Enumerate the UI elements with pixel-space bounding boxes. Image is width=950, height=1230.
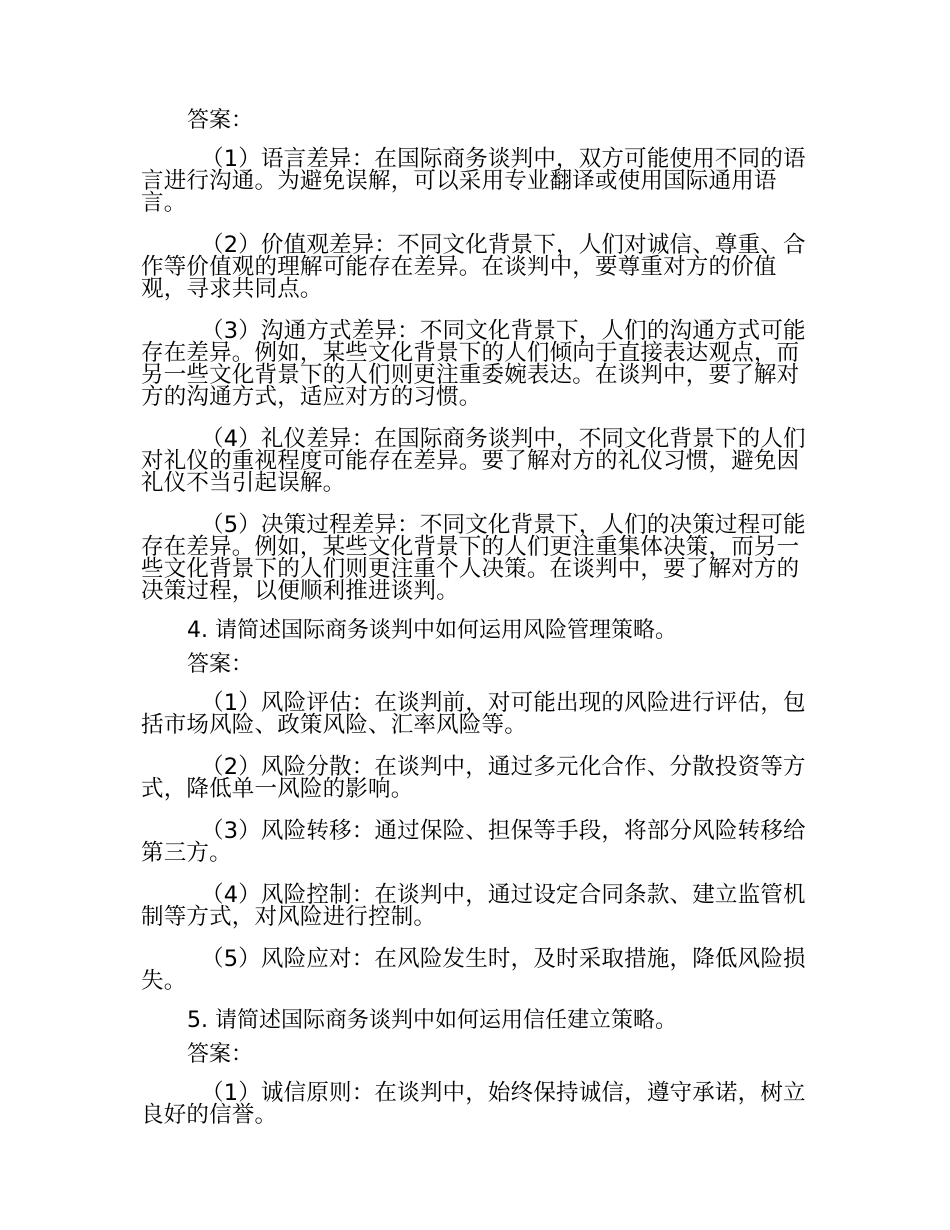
answer-item: （3）沟通方式差异：不同文化背景下，人们的沟通方式可能存在差异。例如，某些文化背景下的人们倾向于直接表达观点，而另一些文化背景下的人们则更注重委婉表达。在谈判中，要了解对方的沟通方式，适应对方的习惯。 (141, 318, 806, 410)
answer-item: （5）风险应对：在风险发生时，及时采取措施，降低风险损失。 (141, 946, 806, 994)
answer-item: （5）决策过程差异：不同文化背景下，人们的决策过程可能存在差异。例如，某些文化背景下的人们更注重集体决策，而另一些文化背景下的人们则更注重个人决策。在谈判中，要了解对方的决策过程，以便顺利推进谈判。 (141, 512, 806, 604)
answer-item: （1）语言差异：在国际商务谈判中，双方可能使用不同的语言进行沟通。为避免误解，可以采用专业翻译或使用国际通用语言。 (141, 146, 806, 216)
answer-item: （2）价值观差异：不同文化背景下，人们对诚信、尊重、合作等价值观的理解可能存在差异。在谈判中，要尊重对方的价值观，寻求共同点。 (141, 232, 806, 302)
answer-label: 答案： (187, 1042, 254, 1067)
answer-label: 答案： (187, 652, 254, 677)
answer-item: （1）诚信原则：在谈判中，始终保持诚信，遵守承诺，树立良好的信誉。 (141, 1080, 806, 1128)
document-body (141, 104, 816, 1146)
answer-item: （4）礼仪差异：在国际商务谈判中，不同文化背景下的人们对礼仪的重视程度可能存在差异。要了解对方的礼仪习惯，避免因礼仪不当引起误解。 (141, 426, 806, 496)
question-title: 5. 请简述国际商务谈判中如何运用信任建立策略。 (187, 1008, 677, 1033)
answer-item: （1）风险评估：在谈判前，对可能出现的风险进行评估，包括市场风险、政策风险、汇率风险等。 (141, 690, 806, 738)
question-title: 4. 请简述国际商务谈判中如何运用风险管理策略。 (187, 618, 677, 643)
answer-label: 答案： (187, 108, 254, 133)
answer-item: （2）风险分散：在谈判中，通过多元化合作、分散投资等方式，降低单一风险的影响。 (141, 754, 806, 802)
answer-item: （4）风险控制：在谈判中，通过设定合同条款、建立监管机制等方式，对风险进行控制。 (141, 882, 806, 930)
answer-item: （3）风险转移：通过保险、担保等手段，将部分风险转移给第三方。 (141, 818, 806, 866)
